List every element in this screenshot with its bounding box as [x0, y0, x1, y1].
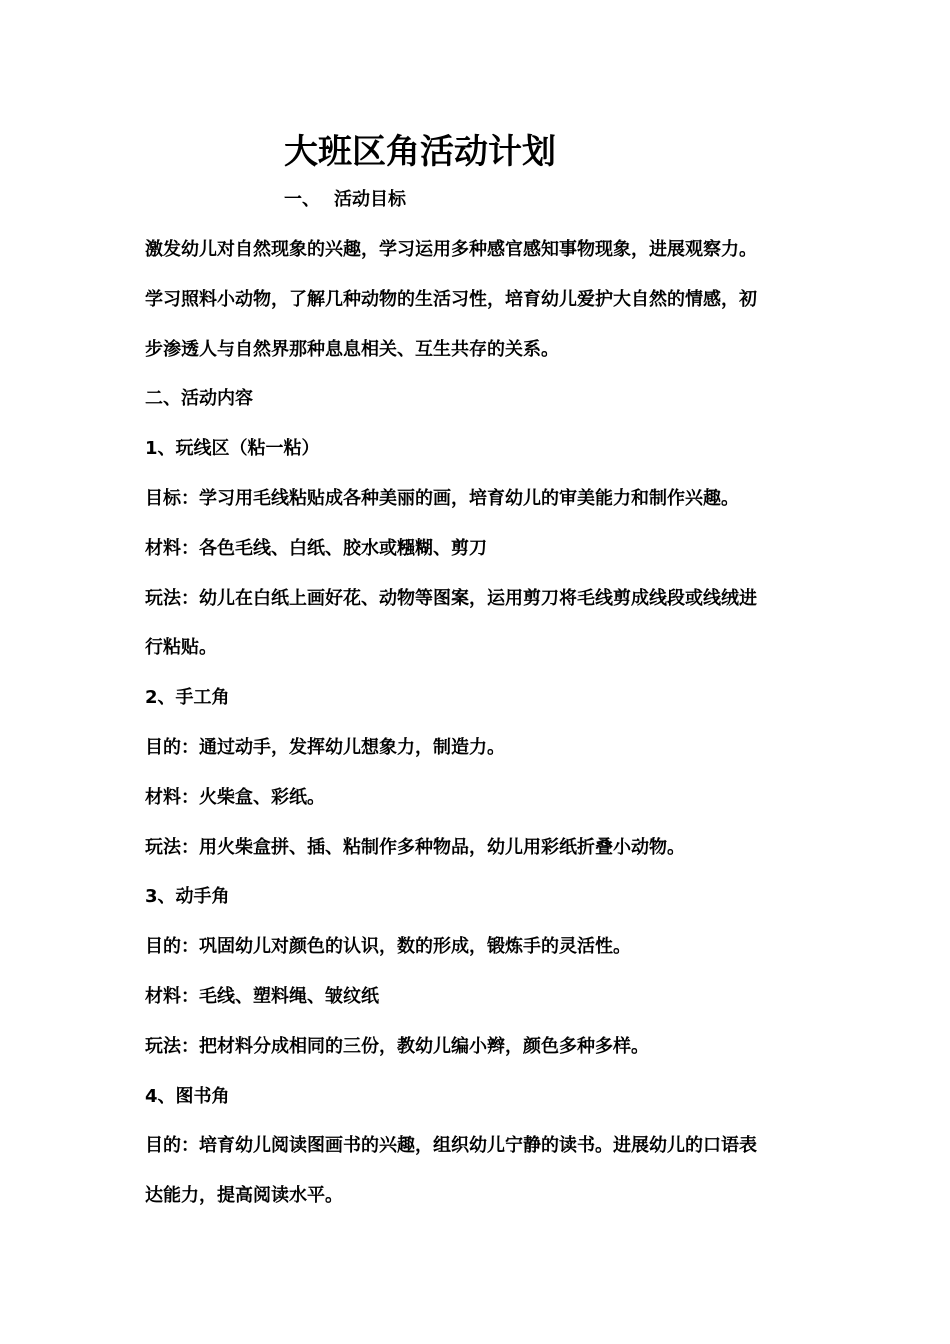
document-title: 大班区角活动计划	[284, 132, 556, 172]
subsection-heading: 4、图书角	[145, 1086, 230, 1107]
subsection-heading: 3、动手角	[145, 886, 230, 907]
paragraph-line: 玩法：用火柴盒拼、插、粘制作多种物品，幼儿用彩纸折叠小动物。	[145, 837, 685, 858]
paragraph-line: 目的：通过动手，发挥幼儿想象力，制造力。	[145, 737, 505, 758]
paragraph-line: 达能力，提高阅读水平。	[145, 1185, 343, 1206]
paragraph-line: 材料：各色毛线、白纸、胶水或糨糊、剪刀	[145, 538, 487, 559]
paragraph-line: 激发幼儿对自然现象的兴趣，学习运用多种感官感知事物现象，进展观察力。	[145, 239, 757, 260]
section-heading-goals	[284, 186, 406, 214]
paragraph-line: 行粘贴。	[145, 637, 217, 658]
paragraph-line: 材料：毛线、塑料绳、皱纹纸	[145, 986, 379, 1007]
paragraph-line: 目的：巩固幼儿对颜色的认识，数的形成，锻炼手的灵活性。	[145, 936, 631, 957]
paragraph-line: 目标：学习用毛线粘贴成各种美丽的画，培育幼儿的审美能力和制作兴趣。	[145, 488, 739, 509]
subsection-heading: 2、手工角	[145, 687, 230, 708]
paragraph-line: 玩法：把材料分成相同的三份，教幼儿编小辫，颜色多种多样。	[145, 1036, 649, 1057]
section-number: 一、	[284, 189, 320, 210]
section-heading-content: 二、活动内容	[145, 388, 253, 409]
paragraph-line: 材料：火柴盒、彩纸。	[145, 787, 325, 808]
paragraph-line: 步渗透人与自然界那种息息相关、互生共存的关系。	[145, 339, 559, 360]
paragraph-line: 学习照料小动物，了解几种动物的生活习性，培育幼儿爱护大自然的情感，初	[145, 289, 757, 310]
section-label: 活动目标	[334, 189, 406, 210]
paragraph-line: 目的：培育幼儿阅读图画书的兴趣，组织幼儿宁静的读书。进展幼儿的口语表	[145, 1135, 757, 1156]
subsection-heading: 1、玩线区（粘一粘）	[145, 438, 320, 459]
paragraph-line: 玩法：幼儿在白纸上画好花、动物等图案，运用剪刀将毛线剪成线段或线绒进	[145, 588, 757, 609]
